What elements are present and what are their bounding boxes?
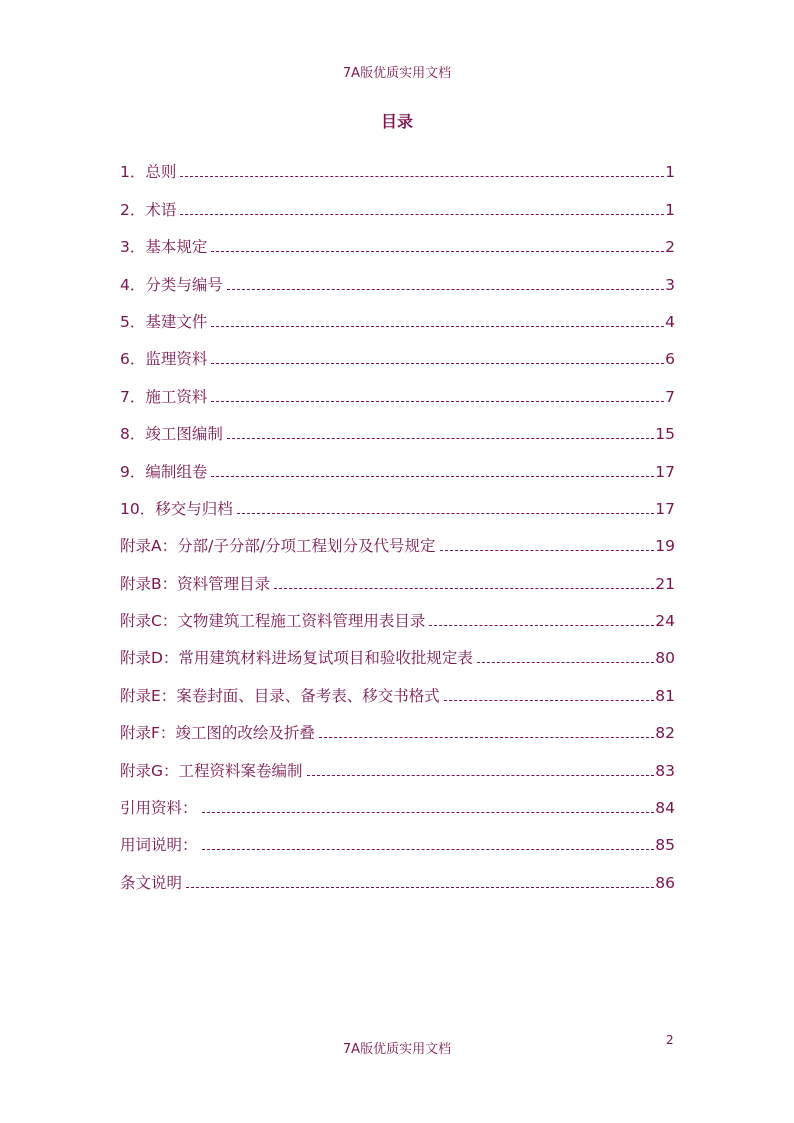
page-header: 7A版优质实用文档 — [342, 66, 452, 81]
toc-title: 目录 — [380, 112, 413, 131]
toc-entry-page: 85 — [655, 836, 675, 855]
toc-entry-label: 附录E：案卷封面、目录、备考表、移交书格式 — [120, 686, 440, 705]
toc-entry[interactable] — [120, 296, 675, 333]
toc-entry[interactable] — [120, 445, 675, 482]
toc-entry-page: 86 — [655, 873, 675, 892]
toc-entry-page: 15 — [655, 425, 675, 444]
toc-entry-page: 80 — [655, 649, 675, 668]
toc-dot-leader — [211, 401, 664, 402]
toc-entry-page: 19 — [655, 537, 675, 556]
toc-entry-label: 8．竣工图编制 — [120, 425, 223, 444]
toc-entry[interactable] — [120, 408, 675, 445]
toc-entry-label: 引用资料： — [120, 799, 198, 818]
toc-dot-leader — [202, 849, 655, 850]
toc-dot-leader — [211, 251, 664, 252]
toc-dot-leader — [227, 289, 664, 290]
toc-entry-label: 7．施工资料 — [120, 387, 208, 406]
toc-entry-label: 5．基建文件 — [120, 312, 208, 331]
table-of-contents — [120, 146, 675, 894]
toc-entry-page: 4 — [665, 312, 675, 331]
toc-entry[interactable] — [120, 707, 675, 744]
toc-dot-leader — [237, 513, 655, 514]
toc-dot-leader — [319, 737, 654, 738]
toc-entry-label: 用词说明： — [120, 836, 198, 855]
toc-dot-leader — [180, 176, 664, 177]
toc-entry[interactable] — [120, 333, 675, 370]
toc-dot-leader — [444, 700, 654, 701]
toc-entry-label: 附录G：工程资料案卷编制 — [120, 761, 303, 780]
toc-dot-leader — [307, 775, 655, 776]
toc-entry-label: 附录F：竣工图的改绘及折叠 — [120, 724, 315, 743]
toc-entry-label: 4．分类与编号 — [120, 275, 223, 294]
toc-entry[interactable] — [120, 258, 675, 295]
toc-dot-leader — [180, 214, 664, 215]
toc-entry[interactable] — [120, 221, 675, 258]
toc-entry-page: 24 — [655, 612, 675, 631]
toc-dot-leader — [429, 625, 654, 626]
toc-entry[interactable] — [120, 632, 675, 669]
toc-entry-page: 1 — [665, 200, 675, 219]
toc-entry-label: 附录B：资料管理目录 — [120, 574, 271, 593]
toc-entry-label: 附录D：常用建筑材料进场复试项目和验收批规定表 — [120, 649, 473, 668]
toc-entry-label: 9．编制组卷 — [120, 462, 208, 481]
toc-entry[interactable] — [120, 669, 675, 706]
toc-dot-leader — [211, 326, 664, 327]
toc-entry-label: 6．监理资料 — [120, 350, 208, 369]
toc-entry-page: 83 — [655, 761, 675, 780]
toc-entry[interactable] — [120, 595, 675, 632]
toc-entry[interactable] — [120, 146, 675, 183]
toc-dot-leader — [440, 550, 655, 551]
toc-entry-page: 1 — [665, 163, 675, 182]
toc-dot-leader — [211, 363, 664, 364]
toc-entry[interactable] — [120, 557, 675, 594]
toc-entry-label: 10．移交与归档 — [120, 499, 233, 518]
toc-entry-page: 84 — [655, 799, 675, 818]
toc-entry[interactable] — [120, 744, 675, 781]
toc-entry-page: 81 — [655, 686, 675, 705]
toc-entry-label: 附录A：分部/子分部/分项工程划分及代号规定 — [120, 537, 436, 556]
toc-entry-label: 3．基本规定 — [120, 238, 208, 257]
toc-entry-page: 17 — [655, 499, 675, 518]
toc-entry-label: 条文说明 — [120, 873, 183, 892]
toc-entry-label: 附录C：文物建筑工程施工资料管理用表目录 — [120, 612, 426, 631]
toc-entry-page: 21 — [655, 574, 675, 593]
toc-entry-page: 7 — [665, 387, 675, 406]
toc-entry-label: 1．总则 — [120, 163, 177, 182]
toc-entry[interactable] — [120, 819, 675, 856]
toc-entry[interactable] — [120, 483, 675, 520]
page-footer: 7A版优质实用文档 — [342, 1042, 452, 1057]
toc-entry[interactable] — [120, 183, 675, 220]
toc-entry-page: 82 — [655, 724, 675, 743]
toc-entry[interactable] — [120, 370, 675, 407]
toc-dot-leader — [477, 662, 654, 663]
toc-dot-leader — [186, 887, 654, 888]
page-number: 2 — [666, 1033, 674, 1047]
toc-dot-leader — [274, 588, 654, 589]
toc-dot-leader — [227, 438, 654, 439]
toc-entry[interactable] — [120, 782, 675, 819]
toc-entry-label: 2．术语 — [120, 200, 177, 219]
toc-entry[interactable] — [120, 520, 675, 557]
toc-entry-page: 17 — [655, 462, 675, 481]
toc-entry[interactable] — [120, 856, 675, 893]
toc-entry-page: 6 — [665, 350, 675, 369]
toc-entry-page: 2 — [665, 238, 675, 257]
toc-entry-page: 3 — [665, 275, 675, 294]
toc-dot-leader — [202, 812, 655, 813]
toc-dot-leader — [211, 476, 654, 477]
